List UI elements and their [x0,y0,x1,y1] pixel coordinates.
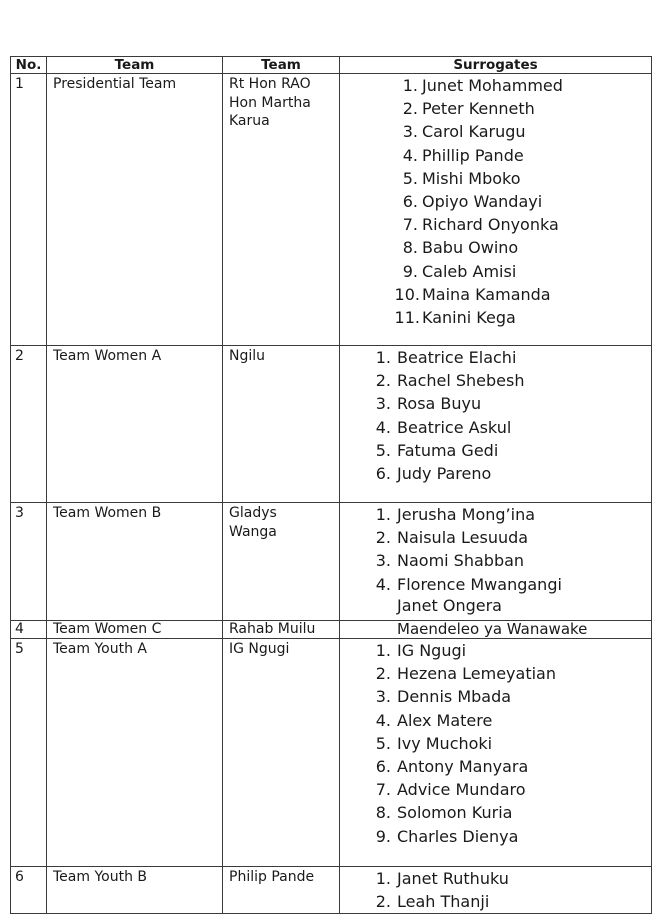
team-lead [223,867,339,887]
table-row [11,639,652,867]
list-item: 5. Fatuma Gedi [375,440,499,460]
list-item: 9. Caleb Amisi [402,261,517,281]
team-lead [223,503,339,541]
team-lead-line: IG Ngugi [229,641,290,657]
team-lead-line: Hon Martha [229,94,311,111]
list-item: 6. Opiyo Wandayi [402,191,543,211]
list-item: 4. Beatrice Askul [375,417,512,437]
team-lead-line: Wanga [229,523,277,540]
team-lead [223,621,339,637]
list-item: 3. Rosa Buyu [375,394,482,414]
list-item: 3. Naomi Shabban [375,551,525,571]
team-name: Team Youth A [53,641,147,657]
list-item: 6. Judy Pareno [375,463,492,483]
row-number: 3 [15,505,24,521]
list-item: 4. Phillip Pande [402,145,524,165]
team-lead-line: Karua [229,113,270,129]
team-lead [223,346,339,366]
list-item: 1. Janet Ruthuku [375,869,509,888]
list-item: 2. Peter Kenneth [402,99,535,119]
row-number: 1 [15,76,24,92]
list-item: 1. Jerusha Mong’ina [375,505,536,524]
team-name: Presidential Team [53,76,177,92]
list-item: 9. Charles Dienya [375,826,519,846]
surrogate-list [340,867,651,913]
list-item: 4. Florence Mwangangi [375,574,562,594]
table-row [11,503,652,621]
list-item: 2. Hezena Lemeyatian [375,664,556,684]
team-lead-line: Rahab Muilu [229,621,316,637]
header-team: Team [47,57,223,74]
surrogate-list [340,346,651,485]
team-name: Team Women C [53,621,162,637]
list-item: 8. Babu Owino [402,238,519,258]
surrogate-list [340,503,651,596]
table-row [11,621,652,639]
list-item: 2. Leah Thanji [375,892,490,912]
team-lead-line: Philip Pande [229,869,315,885]
team-lead [223,639,339,659]
list-item: 8. Solomon Kuria [375,803,513,823]
team-lead-line: Ngilu [229,348,266,364]
team-name: Team Women B [53,505,162,521]
list-item: 1. IG Ngugi [375,641,467,660]
header-team-lead: Team [223,57,340,74]
surrogate-list [340,639,651,848]
row-number: 2 [15,348,24,364]
team-name: Team Women A [53,348,162,364]
list-item: 5. Mishi Mboko [402,168,521,188]
row-number: 4 [15,621,24,637]
surrogate-list [340,74,651,329]
table-row [11,74,652,346]
list-item: 3. Dennis Mbada [375,687,512,707]
surrogates-table [10,56,652,914]
list-item: 2. Rachel Shebesh [375,371,525,391]
team-name: Team Youth B [53,869,148,885]
row-number: 6 [15,869,24,885]
team-lead [223,74,339,131]
surrogate-extra-name: Janet Ongera [397,595,502,615]
surrogate-note: Maendeleo ya Wanawake [397,620,588,638]
list-item: 6. Antony Manyara [375,756,529,776]
list-item: 11. Kanini Kega [394,307,516,327]
row-number: 5 [15,641,24,657]
team-lead-line: Gladys [229,505,277,521]
header-surrogates: Surrogates [340,57,652,74]
team-lead-line: Rt Hon RAO [229,76,311,92]
list-item: 2. Naisula Lesuuda [375,528,529,548]
list-item: 10. Maina Kamanda [394,284,551,304]
table-row [11,346,652,503]
table-header-row [11,57,652,74]
list-item: 5. Ivy Muchoki [375,733,493,753]
list-item: 1. Junet Mohammed [402,76,563,95]
list-item: 7. Advice Mundaro [375,780,526,800]
list-item: 1. Beatrice Elachi [375,348,517,367]
list-item: 3. Carol Karugu [402,122,526,142]
list-item: 7. Richard Onyonka [402,215,559,235]
header-no: No. [11,57,47,74]
table-row [11,867,652,914]
list-item: 4. Alex Matere [375,710,493,730]
